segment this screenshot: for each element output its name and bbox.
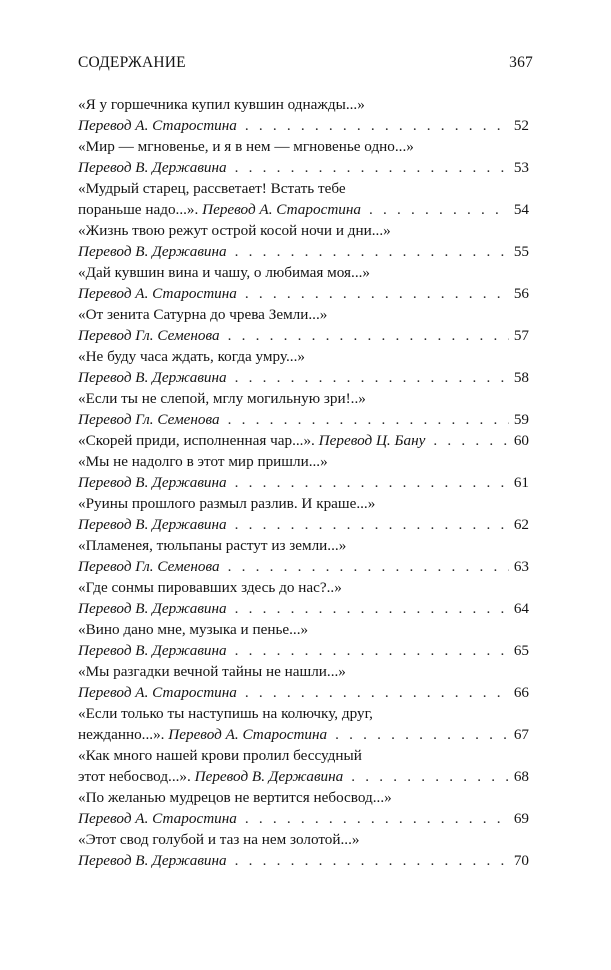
toc-entry [78, 703, 529, 745]
toc-entry-title: «Этот свод голубой и таз на нем золотой...» [78, 831, 360, 848]
toc-entry-title-continuation: этот небосвод...». [78, 768, 191, 785]
toc-entry-title: «Мы не надолго в этот мир пришли...» [78, 453, 328, 470]
dot-leader [245, 115, 509, 136]
header-title: СОДЕРЖАНИЕ [78, 54, 186, 71]
toc-entry-translator: Перевод В. Державина [78, 369, 227, 386]
toc-entry-line [78, 367, 529, 388]
toc-entry-line [78, 598, 529, 619]
toc-entry-page: 61 [513, 474, 529, 491]
toc-entry-title: «Пламенея, тюльпаны растут из земли...» [78, 537, 347, 554]
dot-leader [235, 640, 509, 661]
toc-entry-line [78, 766, 529, 787]
dot-leader [245, 682, 509, 703]
toc-entry-page: 62 [513, 516, 529, 533]
toc-entry-page: 60 [513, 432, 529, 449]
toc-entry-line [78, 850, 529, 871]
toc-entry-title: «Мудрый старец, рассветает! Встать тебе [78, 180, 346, 197]
toc-entry-page: 59 [513, 411, 529, 428]
toc-entry-title: «Мы разгадки вечной тайны не нашли...» [78, 663, 346, 680]
toc-entry-translator: Перевод В. Державина [78, 474, 227, 491]
toc-entry [78, 388, 529, 430]
toc-entry-translator: Перевод В. Державина [78, 642, 227, 659]
dot-leader [335, 724, 509, 745]
dot-leader [235, 850, 509, 871]
dot-leader [351, 766, 509, 787]
header-page-number: 367 [509, 54, 533, 71]
toc-entry-title-continuation: «Скорей приди, исполненная чар...». [78, 432, 315, 449]
toc-entry [78, 493, 529, 535]
toc-entry-line [78, 808, 529, 829]
dot-leader [235, 514, 509, 535]
toc-entry-translator: Перевод В. Державина [78, 600, 227, 617]
dot-leader [235, 472, 509, 493]
toc-entry-title: «Вино дано мне, музыка и пенье...» [78, 621, 309, 638]
toc-entry-title: «Руины прошлого размыл разлив. И краше...» [78, 495, 376, 512]
toc-entry-translator: Перевод А. Старостина [78, 810, 237, 827]
toc-entry-line [78, 157, 529, 178]
toc-entry-translator: Перевод А. Старостина [168, 726, 328, 743]
toc-entry-line [78, 640, 529, 661]
toc-entry-line [78, 724, 529, 745]
toc-entry-line [78, 409, 529, 430]
toc-entry-translator: Перевод А. Старостина [78, 285, 237, 302]
toc-entry-page: 57 [513, 327, 529, 344]
toc-entry-line [78, 199, 529, 220]
toc-entry [78, 94, 529, 136]
dot-leader [228, 325, 509, 346]
toc-entry-line [78, 430, 529, 451]
toc-entry-title: «Жизнь твою режут острой косой ночи и дни...» [78, 222, 391, 239]
toc-entry-translator: Перевод В. Державина [78, 852, 227, 869]
toc-entry-title: «Дай кувшин вина и чашу, о любимая моя...» [78, 264, 371, 281]
toc-entry-translator: Перевод В. Державина [78, 243, 227, 260]
toc-entry-title: «Не буду часа ждать, когда умру...» [78, 348, 305, 365]
dot-leader [245, 808, 509, 829]
toc-entry-page: 68 [513, 768, 529, 785]
toc-entry-line [78, 325, 529, 346]
dot-leader [433, 430, 509, 451]
toc-entry-page: 64 [513, 600, 529, 617]
toc-entry-title: «Мир — мгновенье, и я в нем — мгновенье одно...» [78, 138, 414, 155]
toc-entry-title: «Как много нашей крови пролил бессудный [78, 747, 362, 764]
running-header [78, 54, 533, 72]
toc-entry-translator: Перевод В. Державина [78, 516, 227, 533]
toc-entry [78, 619, 529, 661]
toc-entry-translator: Перевод Гл. Семенова [78, 558, 220, 575]
toc-entry [78, 745, 529, 787]
toc-entry-title-continuation: нежданно...». [78, 726, 165, 743]
toc-entry [78, 661, 529, 703]
toc-entry-translator: Перевод А. Старостина [202, 201, 362, 218]
toc-entry-line [78, 241, 529, 262]
toc-entry-title: «Если только ты наступишь на колючку, друг, [78, 705, 373, 722]
toc-entry [78, 535, 529, 577]
toc-entry-title: «Где сонмы пировавших здесь до нас?..» [78, 579, 342, 596]
dot-leader [228, 556, 509, 577]
dot-leader [235, 367, 509, 388]
toc-entry-page: 70 [513, 852, 529, 869]
toc-entry-page: 63 [513, 558, 529, 575]
toc-entry [78, 304, 529, 346]
toc-entry-page: 58 [513, 369, 529, 386]
toc-entry-page: 56 [513, 285, 529, 302]
toc-entry-line [78, 556, 529, 577]
toc-entry [78, 430, 529, 451]
toc-entry-page: 67 [513, 726, 529, 743]
toc-entry [78, 136, 529, 178]
toc-entry-page: 69 [513, 810, 529, 827]
dot-leader [235, 241, 509, 262]
toc-entry [78, 220, 529, 262]
toc-entry [78, 178, 529, 220]
toc-entry-page: 65 [513, 642, 529, 659]
toc-entry-title: «По желанью мудрецов не вертится небосвод...» [78, 789, 392, 806]
toc-entry-page: 66 [513, 684, 529, 701]
toc-entry-title-continuation: пораньше надо...». [78, 201, 199, 218]
dot-leader [235, 598, 509, 619]
dot-leader [228, 409, 509, 430]
toc-entry-line [78, 682, 529, 703]
toc-entry-line [78, 115, 529, 136]
toc-entry-line [78, 514, 529, 535]
toc-entry-title: «От зенита Сатурна до чрева Земли...» [78, 306, 328, 323]
toc-entry [78, 346, 529, 388]
toc-entry [78, 577, 529, 619]
toc-entry-line [78, 283, 529, 304]
toc-entry-translator: Перевод Ц. Бану [318, 432, 426, 449]
toc-entry-line [78, 472, 529, 493]
dot-leader [235, 157, 509, 178]
dot-leader [369, 199, 509, 220]
toc-entry-title: «Я у горшечника купил кувшин однажды...» [78, 96, 365, 113]
toc-entry-translator: Перевод А. Старостина [78, 117, 237, 134]
table-of-contents [78, 94, 529, 871]
toc-entry-translator: Перевод В. Державина [78, 159, 227, 176]
dot-leader [245, 283, 509, 304]
toc-entry-page: 55 [513, 243, 529, 260]
toc-entry-translator: Перевод А. Старостина [78, 684, 237, 701]
toc-entry-translator: Перевод В. Державина [194, 768, 344, 785]
toc-entry [78, 262, 529, 304]
toc-entry [78, 451, 529, 493]
toc-entry-page: 54 [513, 201, 529, 218]
toc-entry-translator: Перевод Гл. Семенова [78, 411, 220, 428]
toc-entry-title: «Если ты не слепой, мглу могильную зри!..» [78, 390, 366, 407]
toc-entry-page: 53 [513, 159, 529, 176]
toc-entry-translator: Перевод Гл. Семенова [78, 327, 220, 344]
toc-entry [78, 829, 529, 871]
toc-entry [78, 787, 529, 829]
toc-entry-page: 52 [513, 117, 529, 134]
